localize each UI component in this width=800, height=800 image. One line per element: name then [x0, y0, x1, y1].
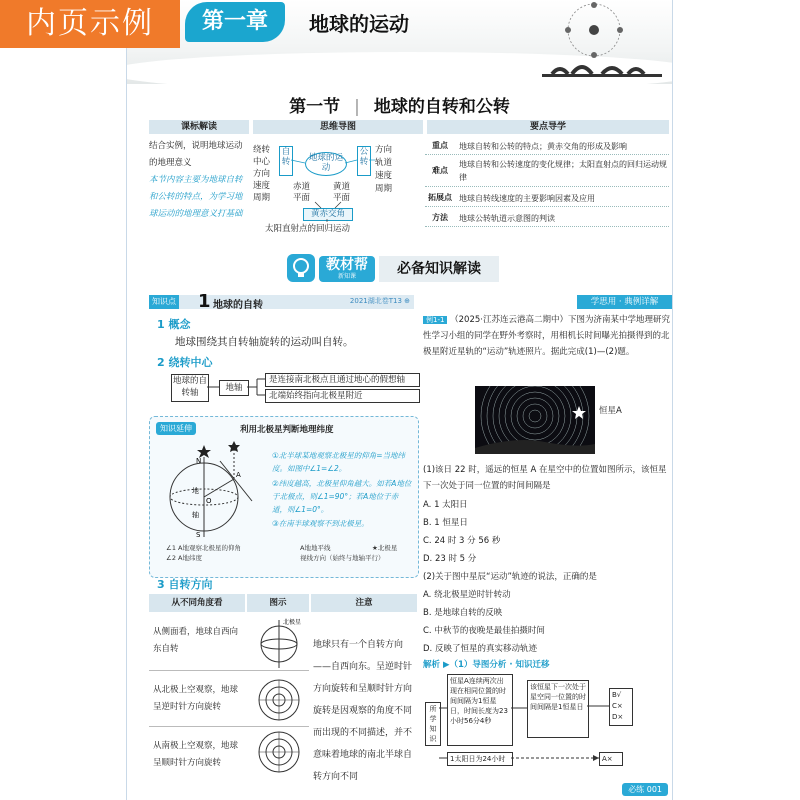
- question-2: (2)关于图中星辰“运动”轨迹的说法，正确的是: [423, 572, 597, 582]
- label-earth: 地: [192, 487, 199, 495]
- earth-axis-box: 地球的自转轴: [171, 374, 209, 402]
- example-column-header: 学思用 · 典例详解: [577, 295, 672, 309]
- textbook-page: [126, 0, 673, 800]
- knowledge-point-name: 地球的自转: [213, 300, 263, 311]
- direction-row-side: 从侧面看，地球自西向东自转: [153, 627, 239, 654]
- mind-map-lines: [253, 136, 423, 230]
- caption-pole-star: ★北极星: [372, 544, 398, 552]
- rotation-direction-table: [149, 594, 417, 782]
- example-intro-text: （2025·江苏连云港高二期中）下图为济南某中学地理研究性学习小组的同学在野外考察时，用相机长时间曝光拍摄得到的北极星附近星轨的“运动”轨迹照片。据此完成(1)—(2)题。: [423, 315, 670, 357]
- page-number: 必练 001: [622, 783, 668, 796]
- mind-left-list: 绕转 中心 方向 速度 周期: [253, 145, 271, 203]
- direction-note: 地球只有一个自转方向——自西向东。呈逆时针方向旋转和呈顺时针方向旋转是因观察的角度不同而出现的不同描述，并不意味着地球的南北半球自转方向不同: [313, 640, 413, 782]
- analysis-heading: 解析 ▶（1）导图分析 · 知识迁移: [423, 660, 550, 670]
- section-number: 第一节: [289, 97, 341, 117]
- q2-option-a: A. 绕北极星逆时针转动: [423, 590, 511, 600]
- direction-heading: 3 自转方向: [157, 578, 213, 591]
- north-star-label: 北极星: [283, 619, 302, 626]
- keypoints-header: 要点导学: [427, 120, 669, 134]
- label-axis: 轴: [192, 511, 199, 519]
- caption-angle-1: ∠1 A地观察北极星的仰角: [166, 544, 241, 552]
- mind-right-list: 方向 轨道 速度 周期: [375, 145, 393, 194]
- direction-row-south: 从南极上空观察，地球呈顺时针方向旋转: [153, 741, 239, 768]
- direction-th-diagram: 图示: [247, 594, 309, 612]
- axis-description-2: 北端始终指向北极星附近: [265, 389, 420, 403]
- lightbulb-icon: [287, 254, 315, 282]
- keypoint-row: 重点 地球自转和公转的特点；黄赤交角的形成及影响: [425, 138, 669, 155]
- example-tag: 例1-1: [423, 316, 447, 324]
- keypoint-row: 难点 地球自转和公转速度的变化规律；太阳直射点的回归运动规律: [425, 156, 669, 187]
- rotation-diagrams: [253, 616, 307, 776]
- direction-row-north: 从北极上空观察，地球呈逆时针方向旋转: [153, 685, 239, 712]
- keypoint-row: 方法 地球公转轨道示意图的判读: [425, 210, 669, 227]
- pole-star-diagram: [156, 439, 268, 539]
- decorative-illustration: [532, 0, 672, 82]
- mind-ecliptic-plane: 黄道平面: [333, 182, 351, 203]
- chapter-tab: 第一章: [185, 2, 285, 42]
- axis-description-1: 是连接南北极点且通过地心的假想轴: [265, 373, 420, 387]
- analysis-knowledge-box: 所学知识: [425, 702, 441, 746]
- extension-tag: 知识延伸: [156, 422, 196, 435]
- keypoint-row: 拓展点 地球自转线速度的主要影响因素及应用: [425, 190, 669, 207]
- section-title: [127, 92, 672, 117]
- extension-note-3: ③在南半球观察不到北极星。: [272, 519, 369, 528]
- direction-th-note: 注意: [311, 594, 417, 612]
- section-name: 地球的自转和公转: [373, 97, 510, 117]
- curriculum-cell: [149, 138, 249, 223]
- direction-th-angle: 从不同角度看: [149, 594, 245, 612]
- knowledge-point-tag: 知识点: [149, 295, 179, 309]
- axis-box: 地轴: [219, 380, 249, 396]
- section-separator: |: [354, 97, 360, 117]
- axis-connector-lines: [207, 373, 267, 403]
- mind-bottom-note: 太阳直射点的回归运动: [265, 224, 351, 234]
- label-s: S: [196, 531, 201, 539]
- analysis-arrows: [423, 672, 671, 780]
- caption-horizon: A地地平线: [300, 544, 331, 552]
- mind-revolution-box: 公转: [357, 146, 371, 176]
- q1-option-c: C. 24 时 3 分 56 秒: [423, 536, 501, 546]
- chapter-title: 地球的运动: [309, 12, 409, 36]
- mindmap-header: 思维导图: [253, 120, 423, 134]
- q1-option-b: B. 1 恒星日: [423, 518, 468, 528]
- mind-center-box: 地球的运动: [305, 152, 347, 176]
- label-n: N: [196, 457, 202, 465]
- concept-text: 地球围绕其自转轴旋转的运动叫自转。: [175, 336, 354, 348]
- label-a: A: [236, 471, 241, 479]
- q1-option-a: A. 1 太阳日: [423, 500, 468, 510]
- sample-page-label: 内页示例: [0, 0, 180, 48]
- exam-reference: 2021湖北卷T13 ⊕: [349, 297, 410, 305]
- analysis-box-4: 1太阳日为24小时: [447, 752, 513, 766]
- analysis-box-5: A×: [599, 752, 623, 766]
- knowledge-point-number: 1: [198, 291, 211, 312]
- analysis-box-1: 恒星A连续两次出现在相同位置的时间间隔为1恒星日，时间长度为23小时56分4秒: [447, 674, 513, 746]
- curriculum-text: 结合实例，说明地球运动的地理意义: [149, 141, 243, 168]
- banner-title: 必备知识解读: [379, 256, 499, 282]
- analysis-box-2: 该恒星下一次处于星空同一位置的时间间隔是1恒星日: [527, 680, 589, 738]
- q2-option-b: B. 是地球自转的反映: [423, 608, 503, 618]
- knowledge-extension-box: [149, 416, 419, 578]
- textbook-banner: [287, 254, 627, 284]
- q2-option-c: C. 中秋节的夜晚是最佳拍摄时间: [423, 626, 545, 636]
- curriculum-handwriting: 本节内容主要为地球自转和公转的特点，为学习地球运动的地理意义打基础: [149, 175, 243, 219]
- analysis-box-3: B√ C× D×: [609, 688, 633, 726]
- star-a-label: 恒星A: [599, 406, 622, 416]
- center-heading: 2 绕转中心: [157, 356, 213, 369]
- caption-line-of-sight: 视线方向（始终与地轴平行）: [300, 554, 385, 562]
- guide-table: [149, 120, 669, 234]
- knowledge-point-bar: [149, 291, 414, 312]
- extension-title: 利用北极星判断地理纬度: [240, 425, 334, 435]
- q1-option-d: D. 23 时 5 分: [423, 554, 477, 564]
- mind-map: [253, 136, 423, 234]
- concept-heading: 1 概念: [157, 318, 191, 331]
- mind-obliquity-box: 黄赤交角: [303, 208, 353, 221]
- banner-label: 教材帮 新知课: [319, 256, 375, 282]
- label-o: O: [206, 497, 212, 505]
- curriculum-header: 课标解读: [149, 120, 249, 134]
- example-intro: [423, 312, 671, 360]
- q2-option-d: D. 反映了恒星的真实移动轨迹: [423, 644, 537, 654]
- analysis-section: [423, 660, 671, 780]
- caption-angle-2: ∠2 A地纬度: [166, 554, 202, 562]
- extension-note-1: ①北半球某地观察北极星的仰角=当地纬度。如图中∠1=∠2。: [272, 451, 406, 473]
- extension-note-2: ②纬度越高，北极星仰角越大。如若A地位于北极点，则∠1=90°；若A地位于赤道，则∠1=0°。: [272, 479, 412, 514]
- mind-equator-plane: 赤道平面: [293, 182, 311, 203]
- mind-rotation-box: 自转: [279, 146, 293, 176]
- star-trail-photo: [475, 386, 595, 454]
- question-1: (1)该日 22 时，遥远的恒星 A 在星空中的位置如图所示，该恒星下一次处于同一位置的时间间隔是: [423, 465, 667, 491]
